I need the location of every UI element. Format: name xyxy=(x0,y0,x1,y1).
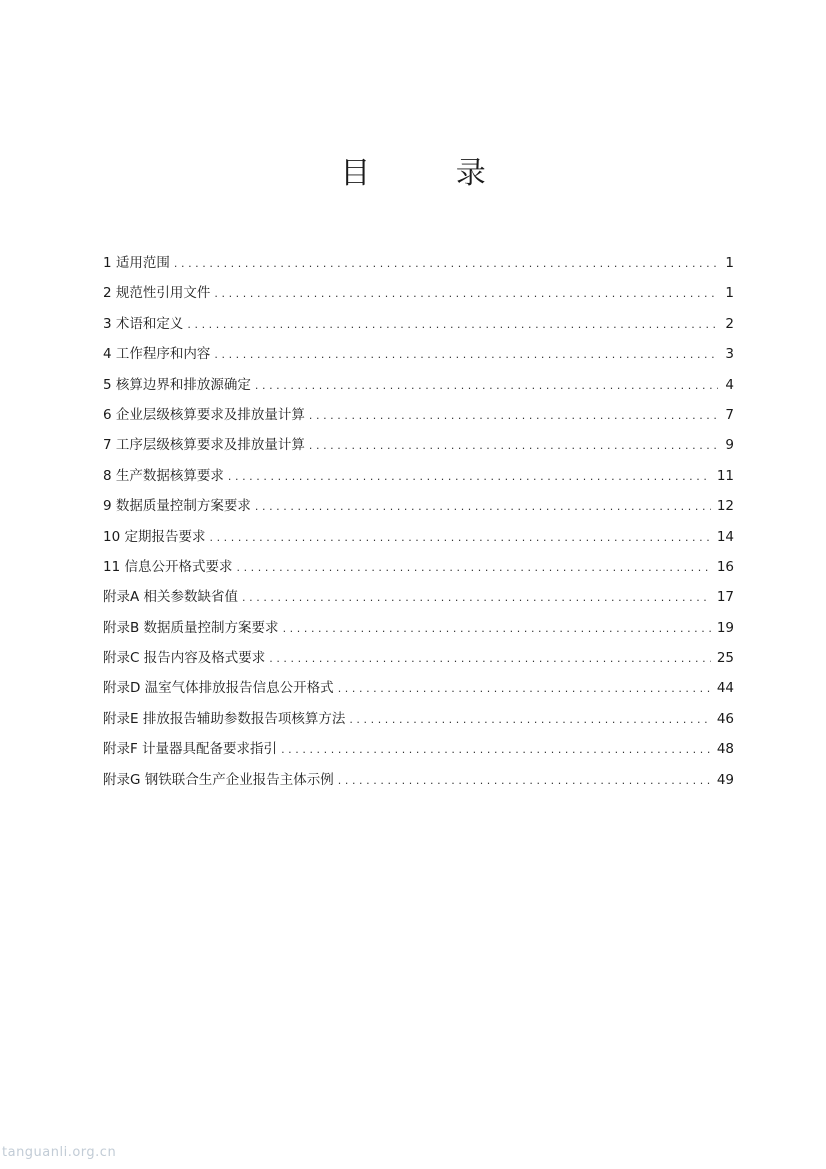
toc-entry-page: 48 xyxy=(716,741,734,758)
toc-entry[interactable] xyxy=(103,432,734,462)
toc-entry[interactable] xyxy=(103,341,734,371)
toc-entry-label: 附录D 温室气体排放报告信息公开格式 xyxy=(103,680,334,697)
toc-entry[interactable] xyxy=(103,493,734,523)
toc-entry[interactable] xyxy=(103,706,734,736)
toc-entry[interactable] xyxy=(103,524,734,554)
toc-entry-page: 1 xyxy=(725,285,734,302)
toc-entry-page: 1 xyxy=(725,255,734,271)
toc-entry-page: 2 xyxy=(725,315,734,332)
toc-leader-dots xyxy=(255,373,718,399)
toc-entry-page: 4 xyxy=(725,376,734,393)
toc-entry-page: 17 xyxy=(716,589,734,606)
toc-entry-page: 7 xyxy=(725,406,734,423)
watermark: tanguanli.org.cn xyxy=(2,1145,117,1160)
toc-leader-dots xyxy=(174,251,718,277)
toc-entry-label: 5 核算边界和排放源确定 xyxy=(103,376,251,393)
toc-entry-page: 44 xyxy=(716,680,734,697)
toc-entry-label: 附录C 报告内容及格式要求 xyxy=(103,650,266,667)
toc-entry[interactable] xyxy=(103,250,734,280)
toc-leader-dots xyxy=(309,433,718,459)
toc-leader-dots xyxy=(214,281,718,307)
toc-entry[interactable] xyxy=(103,554,734,584)
toc-leader-dots xyxy=(338,676,711,702)
toc-entry-page: 25 xyxy=(716,650,734,667)
table-of-contents xyxy=(103,250,734,797)
toc-entry-label: 附录B 数据质量控制方案要求 xyxy=(103,619,279,636)
toc-leader-dots xyxy=(338,768,711,794)
toc-entry-page: 19 xyxy=(716,619,734,636)
toc-entry[interactable] xyxy=(103,736,734,766)
toc-entry-label: 附录F 计量器具配备要求指引 xyxy=(103,741,278,758)
toc-leader-dots xyxy=(281,737,711,763)
toc-entry[interactable] xyxy=(103,615,734,645)
toc-leader-dots xyxy=(242,585,711,611)
toc-entry[interactable] xyxy=(103,311,734,341)
toc-entry-label: 6 企业层级核算要求及排放量计算 xyxy=(103,406,305,423)
toc-entry[interactable] xyxy=(103,463,734,493)
toc-entry[interactable] xyxy=(103,767,734,797)
toc-entry-label: 8 生产数据核算要求 xyxy=(103,467,224,484)
toc-entry-label: 附录E 排放报告辅助参数报告项核算方法 xyxy=(103,710,346,727)
toc-leader-dots xyxy=(236,555,710,581)
toc-entry-page: 9 xyxy=(725,437,734,454)
toc-leader-dots xyxy=(349,707,710,733)
toc-entry-page: 12 xyxy=(716,498,734,515)
toc-entry[interactable] xyxy=(103,372,734,402)
toc-leader-dots xyxy=(269,646,711,672)
toc-entry[interactable] xyxy=(103,280,734,310)
toc-leader-dots xyxy=(187,312,718,338)
toc-entry-label: 附录A 相关参数缺省值 xyxy=(103,589,239,606)
toc-entry[interactable] xyxy=(103,584,734,614)
toc-entry-page: 11 xyxy=(716,467,734,484)
toc-entry-page: 49 xyxy=(716,771,734,788)
toc-entry-page: 46 xyxy=(716,710,734,727)
toc-entry-label: 1 适用范围 xyxy=(103,255,170,271)
toc-entry-label: 11 信息公开格式要求 xyxy=(103,558,233,575)
toc-leader-dots xyxy=(214,342,718,368)
toc-entry-label: 4 工作程序和内容 xyxy=(103,346,211,363)
toc-leader-dots xyxy=(209,525,710,551)
toc-entry-page: 16 xyxy=(716,558,734,575)
toc-entry[interactable] xyxy=(103,645,734,675)
toc-entry-label: 3 术语和定义 xyxy=(103,315,184,332)
toc-entry-label: 10 定期报告要求 xyxy=(103,528,206,545)
toc-leader-dots xyxy=(255,494,711,520)
toc-entry-page: 14 xyxy=(716,528,734,545)
toc-entry-label: 9 数据质量控制方案要求 xyxy=(103,498,251,515)
toc-leader-dots xyxy=(309,403,718,429)
toc-leader-dots xyxy=(228,464,711,490)
toc-entry-label: 2 规范性引用文件 xyxy=(103,285,211,302)
toc-entry[interactable] xyxy=(103,402,734,432)
toc-entry[interactable] xyxy=(103,675,734,705)
toc-leader-dots xyxy=(283,616,711,642)
toc-entry-label: 附录G 钢铁联合生产企业报告主体示例 xyxy=(103,771,334,788)
toc-entry-label: 7 工序层级核算要求及排放量计算 xyxy=(103,437,305,454)
page-title: 目 录 xyxy=(340,156,524,191)
toc-entry-page: 3 xyxy=(725,346,734,363)
